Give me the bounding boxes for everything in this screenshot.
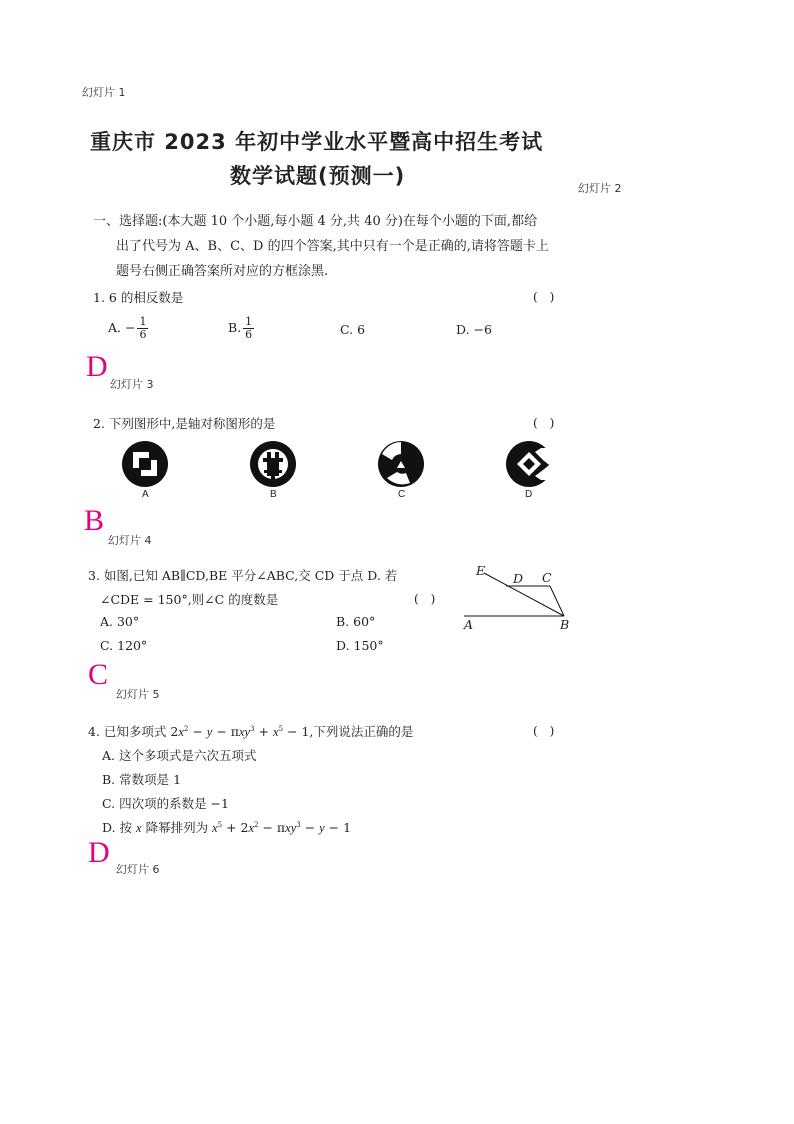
q3-point-d: D	[513, 571, 524, 586]
q1-b-denominator: 6	[245, 328, 253, 341]
q1-option-a-fraction	[137, 316, 148, 341]
slide-label-6: 幻灯片 6	[116, 863, 160, 876]
q1-option-a	[108, 316, 148, 341]
line-be	[484, 573, 564, 616]
line-bc	[550, 586, 564, 616]
q4-option-d: D. 按 x 降幂排列为 $x^5 + 2x^2 - \pi xy^3 - y - 1$	[102, 820, 352, 835]
q3-point-a: A	[464, 617, 474, 632]
q3-stem-line2: ∠CDE = 150°,则∠C 的度数是	[100, 592, 279, 607]
q3-option-b: B. 60°	[336, 614, 376, 629]
q3-option-d: D. 150°	[336, 638, 384, 653]
q1-b-numerator: 1	[245, 315, 253, 328]
q1-a-denominator: 6	[139, 328, 147, 341]
q2-logo-a	[121, 440, 169, 488]
section-instructions-line3: 题号右侧正确答案所对应的方框涂黑.	[116, 264, 329, 279]
q4-option-b: B. 常数项是 1	[102, 772, 182, 787]
q3-blank: ( )	[414, 592, 436, 606]
q2-logo-c	[377, 440, 425, 488]
q1-a-numerator: 1	[139, 315, 147, 328]
q4-option-d-prefix: D. 按	[102, 820, 133, 835]
q4-stem	[88, 722, 413, 740]
q1-option-b	[228, 316, 254, 341]
q1-blank: ( )	[533, 290, 555, 304]
q4-option-d-expression: $x^5 + 2x^2 - \pi xy^3 - y - 1$	[212, 820, 352, 835]
q4-option-a: A. 这个多项式是六次五项式	[102, 748, 257, 763]
q2-stem: 2. 下列图形中,是轴对称图形的是	[93, 416, 276, 431]
q3-point-c: C	[542, 570, 552, 585]
slide-label-4: 幻灯片 4	[108, 534, 152, 547]
page-title: 重庆市 2023 年初中学业水平暨高中招生考试	[90, 130, 544, 154]
q1-option-a-prefix: A. −	[108, 320, 136, 335]
q2-logo-d	[505, 440, 553, 488]
q1-option-d: D. −6	[456, 322, 492, 337]
q2-answer: B	[84, 504, 105, 537]
q1-option-b-fraction	[243, 316, 254, 341]
q2-label-c: C	[398, 489, 406, 500]
q2-label-b: B	[270, 489, 277, 500]
q1-stem: 1. 6 的相反数是	[93, 290, 184, 305]
slide-label-1: 幻灯片 1	[82, 86, 126, 99]
q2-label-d: D	[525, 489, 533, 500]
page-subtitle: 数学试题(预测一)	[230, 164, 406, 188]
q3-answer: C	[88, 658, 109, 691]
q3-stem-line1: 3. 如图,已知 AB∥CD,BE 平分∠ABC,交 CD 于点 D. 若	[88, 568, 398, 583]
q3-option-c: C. 120°	[100, 638, 148, 653]
q4-polynomial: $2x^2 - y - \pi xy^3 + x^5 - 1$	[170, 724, 310, 739]
q1-option-c: C. 6	[340, 322, 366, 337]
slide-label-5: 幻灯片 5	[116, 688, 160, 701]
q3-option-a: A. 30°	[100, 614, 140, 629]
q1-option-b-prefix: B.	[228, 320, 242, 335]
section-instructions-line1: 一、选择题:(本大题 10 个小题,每小题 4 分,共 40 分)在每个小题的下面,都给	[93, 214, 538, 229]
q4-option-d-mid: 降幂排列为	[145, 820, 209, 835]
q4-stem-prefix: 4. 已知多项式	[88, 724, 167, 739]
q2-blank: ( )	[533, 416, 555, 430]
q4-stem-suffix: ,下列说法正确的是	[309, 724, 414, 739]
q4-option-c: C. 四次项的系数是 −1	[102, 796, 229, 811]
q4-answer: D	[88, 836, 110, 869]
q4-blank: ( )	[533, 724, 555, 738]
slide-label-2: 幻灯片 2	[578, 182, 622, 195]
q3-point-e: E	[476, 563, 486, 578]
section-instructions-line2: 出了代号为 A、B、C、D 的四个答案,其中只有一个是正确的,请将答题卡上	[116, 239, 549, 254]
q2-logo-b	[249, 440, 297, 488]
q1-answer: D	[86, 350, 108, 383]
q3-point-b: B	[560, 617, 570, 632]
slide-label-3: 幻灯片 3	[110, 378, 154, 391]
q2-label-a: A	[142, 489, 149, 500]
